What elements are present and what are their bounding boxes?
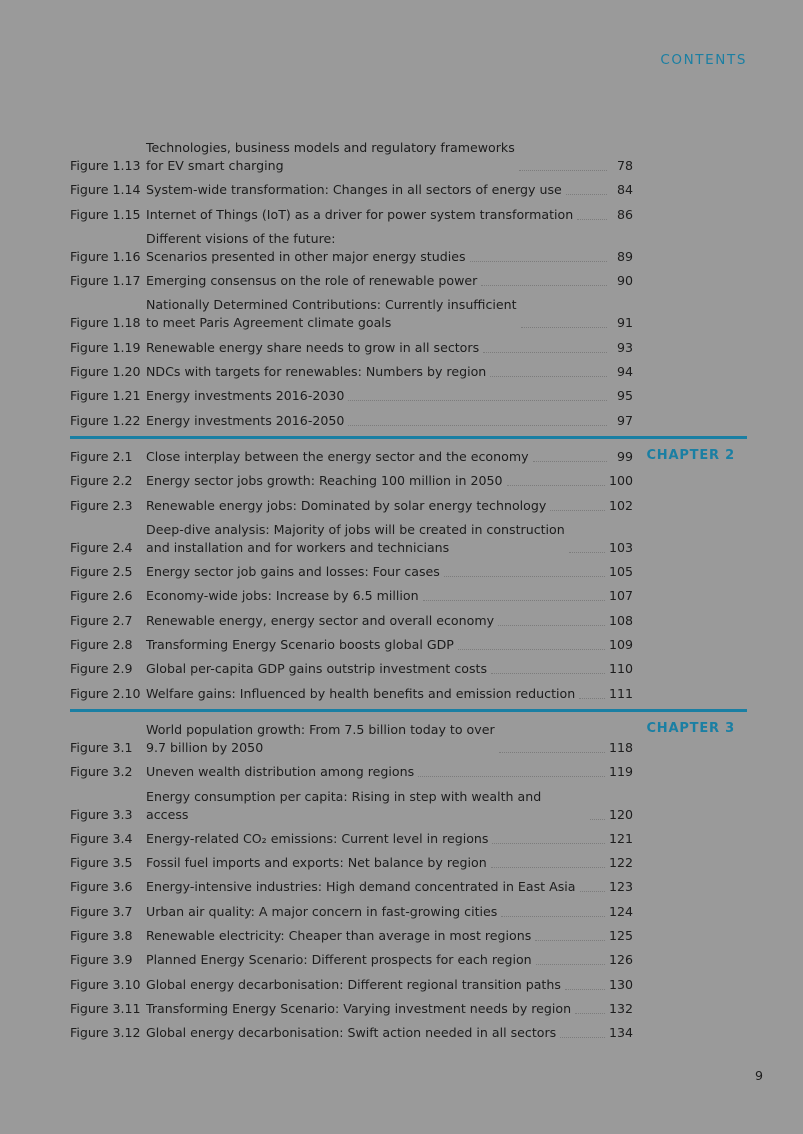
figure-page-number: 111: [608, 685, 633, 701]
figure-page-number: 125: [608, 928, 633, 944]
figure-title-line: Scenarios presented in other major energy studies: [146, 248, 466, 264]
figure-title-line: 9.7 billion by 2050: [146, 739, 264, 755]
table-of-figures: [70, 139, 747, 1049]
toc-entry[interactable]: [70, 927, 747, 945]
chapter-label: CHAPTER 3: [646, 720, 735, 736]
figure-number: Figure 2.7: [70, 612, 133, 628]
figure-entry-body: [146, 497, 633, 515]
figure-number: Figure 3.1: [70, 739, 133, 755]
figure-title-line: Close interplay between the energy sector and the economy: [146, 448, 529, 464]
figure-number: Figure 3.11: [70, 1000, 141, 1016]
page-header: CONTENTS: [660, 52, 747, 68]
figure-number: Figure 2.6: [70, 588, 133, 604]
figure-title-line: Internet of Things (IoT) as a driver for power system transformation: [146, 206, 574, 222]
figure-number: Figure 2.9: [70, 661, 133, 677]
figure-entry-body: [146, 296, 633, 332]
figure-title-line: World population growth: From 7.5 billion today to over: [146, 721, 495, 737]
figure-title: [146, 339, 479, 357]
section-divider: [70, 436, 747, 439]
figure-title-line: NDCs with targets for renewables: Numbers by region: [146, 364, 487, 380]
dot-leader: [423, 600, 605, 601]
toc-entry[interactable]: [70, 788, 747, 824]
figure-title: [146, 412, 344, 430]
figure-entry-body: [146, 272, 633, 290]
figure-title: [146, 230, 466, 266]
dot-leader: [348, 400, 607, 401]
figure-title: [146, 521, 565, 557]
dot-leader: [521, 327, 607, 328]
figure-title: [146, 721, 495, 757]
figure-page-number: 93: [616, 339, 633, 355]
figure-title: [146, 1024, 556, 1042]
dot-leader: [348, 425, 607, 426]
dot-leader: [565, 989, 605, 990]
figure-page-number: 100: [608, 473, 633, 489]
toc-entry[interactable]: [70, 339, 747, 357]
figure-title: [146, 1000, 571, 1018]
figure-number: Figure 3.12: [70, 1025, 141, 1041]
figure-title: [146, 878, 576, 896]
figure-number: Figure 1.22: [70, 412, 141, 428]
figure-number: Figure 2.8: [70, 637, 133, 653]
page-number: 9: [754, 1068, 763, 1083]
figure-entry-body: [146, 363, 633, 381]
figure-title: [146, 272, 477, 290]
figure-title-line: Renewable electricity: Cheaper than average in most regions: [146, 928, 532, 944]
figure-page-number: 78: [616, 158, 633, 173]
figure-entry-body: [146, 660, 633, 678]
figure-title: [146, 927, 531, 945]
toc-entry[interactable]: [70, 721, 747, 757]
figure-title-line: Energy-intensive industries: High demand concentrated in East Asia: [146, 879, 576, 895]
figure-page-number: 110: [608, 661, 633, 677]
figure-title: [146, 206, 573, 224]
toc-entry[interactable]: [70, 612, 747, 630]
figure-title-line: and installation and for workers and technicians: [146, 539, 450, 555]
toc-entry[interactable]: [70, 296, 747, 332]
figure-title: [146, 587, 419, 605]
figure-title-line: Energy-related CO₂ emissions: Current level in regions: [146, 830, 489, 846]
figure-entry-body: [146, 181, 633, 199]
figure-title: [146, 387, 344, 405]
figure-title-line: Global energy decarbonisation: Different regional transition paths: [146, 976, 561, 992]
figure-entry-body: [146, 612, 633, 630]
figure-title-line: Different visions of the future:: [146, 230, 336, 246]
figure-title-line: Welfare gains: Influenced by health benefits and emission reduction: [146, 685, 576, 701]
figure-number: Figure 2.3: [70, 497, 133, 513]
figure-page-number: 86: [616, 206, 633, 222]
figure-title: [146, 363, 486, 381]
toc-entry[interactable]: [70, 1000, 747, 1018]
figure-number: Figure 3.8: [70, 928, 133, 944]
figure-entry-body: [146, 763, 633, 781]
dot-leader: [458, 649, 605, 650]
figure-entry-body: [146, 1024, 633, 1042]
figure-entry-body: [146, 387, 633, 405]
figure-page-number: 94: [616, 364, 633, 380]
toc-section: [70, 448, 747, 703]
figure-title: [146, 763, 414, 781]
figure-title: [146, 788, 586, 824]
figure-number: Figure 3.7: [70, 903, 133, 919]
dot-leader: [579, 698, 605, 699]
figure-number: Figure 1.16: [70, 248, 141, 264]
figure-page-number: 108: [608, 612, 633, 628]
dot-leader: [498, 625, 605, 626]
dot-leader: [519, 170, 607, 171]
figure-page-number: 134: [608, 1025, 633, 1041]
figure-entry-body: [146, 830, 633, 848]
figure-entry-body: [146, 206, 633, 224]
figure-page-number: 95: [616, 388, 633, 404]
figure-title: [146, 472, 503, 490]
figure-title-line: Nationally Determined Contributions: Currently insufficient: [146, 297, 517, 313]
figure-number: Figure 1.14: [70, 182, 141, 198]
figure-number: Figure 3.6: [70, 879, 133, 895]
figure-entry-body: [146, 472, 633, 490]
figure-title-line: Global per-capita GDP gains outstrip investment costs: [146, 661, 488, 677]
dot-leader: [536, 964, 605, 965]
toc-entry[interactable]: [70, 497, 747, 515]
figure-number: Figure 3.4: [70, 830, 133, 846]
figure-title: [146, 854, 487, 872]
figure-number: Figure 1.17: [70, 273, 141, 289]
figure-page-number: 84: [616, 182, 633, 198]
toc-entry[interactable]: [70, 976, 747, 994]
figure-title-line: Transforming Energy Scenario: Varying investment needs by region: [146, 1000, 572, 1016]
dot-leader: [444, 576, 605, 577]
figure-title-line: Economy-wide jobs: Increase by 6.5 million: [146, 588, 419, 604]
toc-entry[interactable]: [70, 363, 747, 381]
toc-entry[interactable]: [70, 272, 747, 290]
section-divider: [70, 709, 747, 712]
figure-title-line: Energy sector jobs growth: Reaching 100 million in 2050: [146, 473, 503, 489]
dot-leader: [569, 552, 605, 553]
toc-entry[interactable]: [70, 685, 747, 703]
figure-title-line: Fossil fuel imports and exports: Net balance by region: [146, 855, 487, 871]
figure-entry-body: [146, 563, 633, 581]
toc-entry[interactable]: [70, 830, 747, 848]
toc-entry[interactable]: [70, 181, 747, 199]
figure-page-number: 130: [608, 976, 633, 992]
figure-entry-body: [146, 721, 633, 757]
toc-entry[interactable]: [70, 139, 747, 175]
figure-page-number: 118: [608, 739, 633, 755]
figure-title-line: Deep-dive analysis: Majority of jobs will be created in construction: [146, 521, 565, 537]
dot-leader: [533, 461, 607, 462]
figure-page-number: 90: [616, 273, 633, 289]
figure-number: Figure 1.21: [70, 388, 141, 404]
figure-number: Figure 2.2: [70, 473, 133, 489]
dot-leader: [418, 776, 605, 777]
toc-section: [70, 139, 747, 430]
figure-page-number: 123: [608, 879, 633, 895]
figure-page-number: 89: [616, 248, 633, 264]
dot-leader: [470, 261, 607, 262]
figure-page-number: 121: [608, 830, 633, 846]
figure-number: Figure 3.5: [70, 855, 133, 871]
figure-entry-body: [146, 854, 633, 872]
figure-title: [146, 636, 454, 654]
figure-title-line: Energy consumption per capita: Rising in step with wealth and access: [146, 788, 542, 822]
figure-page-number: 91: [616, 315, 633, 331]
figure-entry-body: [146, 1000, 633, 1018]
toc-entry[interactable]: [70, 587, 747, 605]
figure-number: Figure 2.1: [70, 448, 133, 464]
figure-title: [146, 181, 562, 199]
figure-number: Figure 3.2: [70, 764, 133, 780]
dot-leader: [566, 194, 607, 195]
dot-leader: [590, 819, 605, 820]
toc-entry[interactable]: [70, 412, 747, 430]
figure-title: [146, 296, 517, 332]
toc-entry[interactable]: [70, 854, 747, 872]
figure-entry-body: [146, 587, 633, 605]
dot-leader: [535, 940, 605, 941]
dot-leader: [550, 510, 605, 511]
figure-page-number: 99: [616, 448, 633, 464]
figure-number: Figure 1.20: [70, 364, 141, 380]
figure-title-line: Planned Energy Scenario: Different prospects for each region: [146, 952, 532, 968]
dot-leader: [580, 891, 605, 892]
toc-entry[interactable]: [70, 521, 747, 557]
figure-title-line: Technologies, business models and regulatory frameworks: [146, 140, 515, 155]
figure-entry-body: [146, 230, 633, 266]
figure-title: [146, 685, 575, 703]
figure-page-number: 132: [608, 1000, 633, 1016]
figure-number: Figure 1.18: [70, 315, 141, 331]
figure-entry-body: [146, 521, 633, 557]
figure-number: Figure 3.3: [70, 806, 133, 822]
figure-number: Figure 3.10: [70, 976, 141, 992]
figure-entry-body: [146, 927, 633, 945]
figure-number: Figure 1.19: [70, 339, 141, 355]
figure-entry-body: [146, 412, 633, 430]
dot-leader: [560, 1037, 605, 1038]
figure-title-line: Uneven wealth distribution among regions: [146, 764, 415, 780]
figure-title-line: Energy sector job gains and losses: Four cases: [146, 564, 440, 580]
toc-entry[interactable]: [70, 448, 747, 466]
figure-page-number: 107: [608, 588, 633, 604]
figure-entry-body: [146, 448, 633, 466]
dot-leader: [499, 752, 605, 753]
figure-number: Figure 1.15: [70, 206, 141, 222]
figure-page-number: 124: [608, 903, 633, 919]
figure-title-line: Urban air quality: A major concern in fast-growing cities: [146, 903, 498, 919]
toc-entry[interactable]: [70, 1024, 747, 1042]
dot-leader: [492, 843, 604, 844]
dot-leader: [490, 376, 607, 377]
figure-page-number: 97: [616, 412, 633, 428]
dot-leader: [575, 1013, 605, 1014]
toc-entry[interactable]: [70, 563, 747, 581]
figure-entry-body: [146, 788, 633, 824]
toc-entry[interactable]: [70, 472, 747, 490]
figure-title-line: Global energy decarbonisation: Swift action needed in all sectors: [146, 1025, 557, 1041]
figure-entry-body: [146, 951, 633, 969]
toc-entry[interactable]: [70, 903, 747, 921]
dot-leader: [577, 219, 607, 220]
toc-entry[interactable]: [70, 763, 747, 781]
figure-title: [146, 139, 515, 175]
figure-entry-body: [146, 903, 633, 921]
figure-title-line: Energy investments 2016-2050: [146, 412, 345, 428]
figure-title-line: for EV smart charging: [146, 158, 284, 173]
dot-leader: [507, 485, 605, 486]
figure-entry-body: [146, 636, 633, 654]
figure-title: [146, 563, 440, 581]
figure-page-number: 105: [608, 564, 633, 580]
figure-title: [146, 660, 487, 678]
figure-title-line: Renewable energy, energy sector and overall economy: [146, 612, 495, 628]
dot-leader: [491, 673, 605, 674]
dot-leader: [481, 285, 607, 286]
figure-title: [146, 951, 532, 969]
toc-entry[interactable]: [70, 230, 747, 266]
toc-entry[interactable]: [70, 636, 747, 654]
figure-title: [146, 497, 546, 515]
figure-title-line: Energy investments 2016-2030: [146, 388, 345, 404]
toc-entry[interactable]: [70, 660, 747, 678]
dot-leader: [501, 916, 605, 917]
figure-title-line: Renewable energy jobs: Dominated by solar energy technology: [146, 497, 547, 513]
figure-title-line: Renewable energy share needs to grow in all sectors: [146, 339, 480, 355]
figure-title: [146, 976, 561, 994]
figure-title: [146, 830, 488, 848]
figure-number: Figure 2.4: [70, 539, 133, 555]
figure-page-number: 122: [608, 855, 633, 871]
figure-title-line: to meet Paris Agreement climate goals: [146, 315, 392, 331]
figure-page-number: 103: [608, 539, 633, 555]
figure-number: Figure 2.5: [70, 564, 133, 580]
figure-page-number: 109: [608, 637, 633, 653]
toc-section: [70, 721, 747, 1042]
figure-title-line: Emerging consensus on the role of renewable power: [146, 273, 478, 289]
figure-number: Figure 2.10: [70, 685, 141, 701]
figure-entry-body: [146, 339, 633, 357]
figure-page-number: 120: [608, 806, 633, 822]
figure-entry-body: [146, 976, 633, 994]
figure-title: [146, 612, 494, 630]
toc-entry[interactable]: [70, 878, 747, 896]
dot-leader: [491, 867, 605, 868]
figure-page-number: 119: [608, 764, 633, 780]
toc-entry[interactable]: [70, 206, 747, 224]
chapter-label: CHAPTER 2: [646, 447, 735, 463]
figure-title: [146, 448, 529, 466]
figure-title-line: System-wide transformation: Changes in all sectors of energy use: [146, 182, 562, 198]
figure-entry-body: [146, 685, 633, 703]
figure-page-number: 102: [608, 497, 633, 513]
toc-entry[interactable]: [70, 387, 747, 405]
figure-number: Figure 1.13: [70, 158, 141, 173]
figure-title: [146, 903, 497, 921]
figure-entry-body: [146, 878, 633, 896]
toc-entry[interactable]: [70, 951, 747, 969]
figure-entry-body: [146, 139, 633, 175]
figure-title-line: Transforming Energy Scenario boosts global GDP: [146, 637, 454, 653]
dot-leader: [483, 352, 607, 353]
figure-number: Figure 3.9: [70, 952, 133, 968]
figure-page-number: 126: [608, 952, 633, 968]
